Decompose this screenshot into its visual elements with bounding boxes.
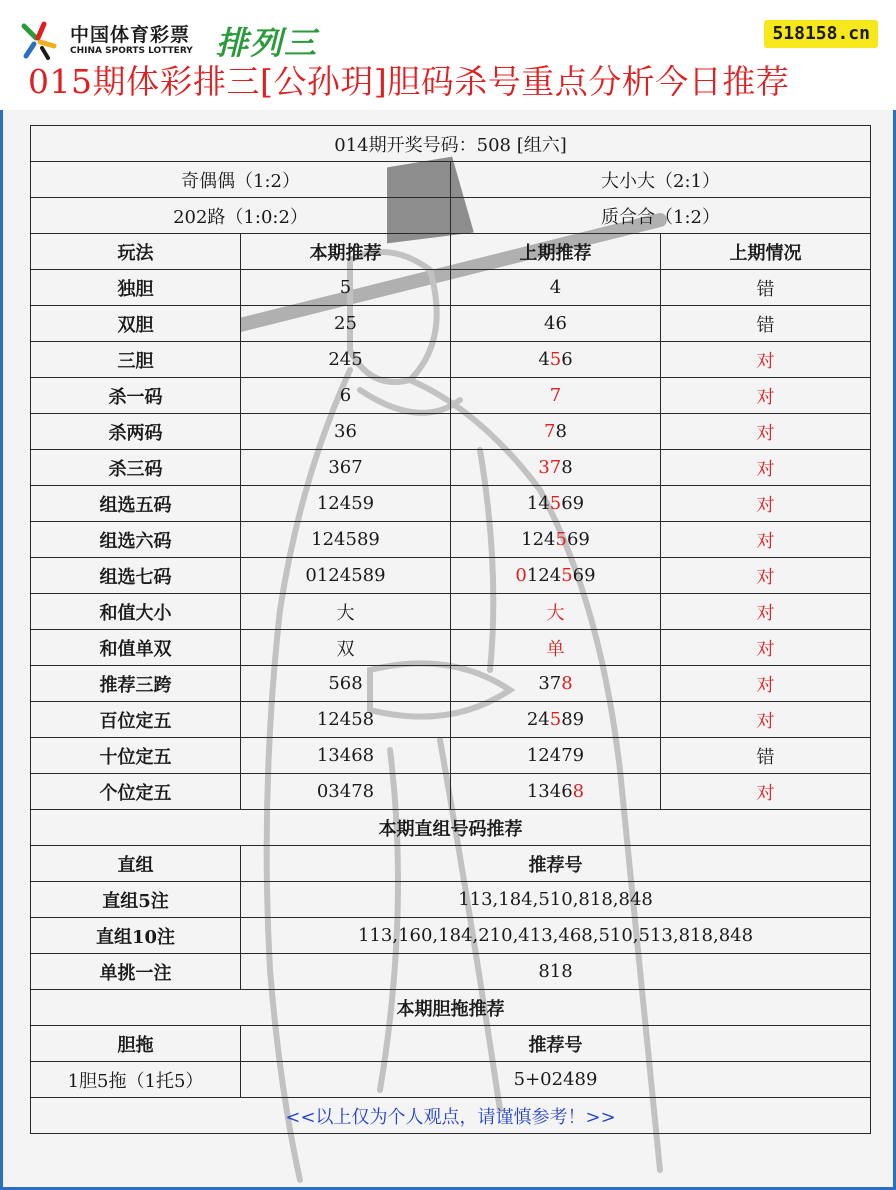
previous-recommendation: [451, 666, 661, 702]
previous-result: 对: [661, 450, 871, 486]
drag-section-row: [31, 990, 871, 1026]
previous-result: 对: [661, 666, 871, 702]
previous-recommendation: [451, 630, 661, 666]
current-recommendation: 12459: [241, 486, 451, 522]
table-row: [31, 666, 871, 702]
lottery-logo-icon: [18, 20, 62, 60]
digits: 8: [561, 457, 573, 478]
road-pattern: 202路（1:0:2）: [31, 198, 451, 234]
straight-header-row: [31, 846, 871, 882]
play-name: 和值单双: [31, 630, 241, 666]
play-name: 十位定五: [31, 738, 241, 774]
play-name: 组选五码: [31, 486, 241, 522]
current-recommendation: 5: [241, 270, 451, 306]
current-recommendation: 大: [241, 594, 451, 630]
hit-digits: 5: [561, 565, 573, 586]
hit-digits: 大: [546, 602, 565, 624]
table-row: [31, 702, 871, 738]
previous-recommendation: [451, 558, 661, 594]
previous-result: 错: [661, 738, 871, 774]
previous-recommendation: [451, 306, 661, 342]
footer-note: <<以上仅为个人观点，请谨慎参考！>>: [31, 1098, 871, 1134]
previous-result: 对: [661, 522, 871, 558]
digits: 4: [538, 349, 550, 370]
table-row: [31, 486, 871, 522]
current-recommendation: 双: [241, 630, 451, 666]
previous-result: 对: [661, 414, 871, 450]
hit-digits: 7: [544, 421, 556, 442]
digits: 46: [544, 313, 567, 334]
recommendation-table: [30, 125, 871, 1134]
straight-value: 113,184,510,818,848: [241, 882, 871, 918]
previous-recommendation: [451, 738, 661, 774]
straight-row: [31, 918, 871, 954]
previous-result: 对: [661, 486, 871, 522]
digits: 69: [572, 565, 596, 586]
previous-recommendation: [451, 702, 661, 738]
straight-section-title: 本期直组号码推荐: [31, 810, 871, 846]
previous-result: 错: [661, 270, 871, 306]
table-row: [31, 558, 871, 594]
previous-result: 对: [661, 774, 871, 810]
straight-row: [31, 882, 871, 918]
footer-row: [31, 1098, 871, 1134]
previous-recommendation: [451, 270, 661, 306]
header-result: 上期情况: [661, 234, 871, 270]
header-previous: 上期推荐: [451, 234, 661, 270]
previous-recommendation: [451, 414, 661, 450]
play-name: 杀三码: [31, 450, 241, 486]
digits: 89: [561, 709, 585, 730]
table-row: [31, 414, 871, 450]
play-name: 个位定五: [31, 774, 241, 810]
previous-recommendation: [451, 450, 661, 486]
previous-result: 对: [661, 630, 871, 666]
draw-row: [31, 126, 871, 162]
site-badge[interactable]: 518158.cn: [764, 20, 878, 48]
table-row: [31, 522, 871, 558]
previous-recommendation: [451, 486, 661, 522]
logo-english-text: CHINA SPORTS LOTTERY: [70, 46, 193, 56]
digits: 4: [549, 277, 562, 298]
previous-result: 对: [661, 702, 871, 738]
digits: 14: [526, 493, 550, 514]
straight-row: [31, 954, 871, 990]
odd-even-pattern: 奇偶偶（1:2）: [31, 162, 451, 198]
straight-value: 113,160,184,210,413,468,510,513,818,848: [241, 918, 871, 954]
hit-digits: 8: [561, 673, 573, 694]
current-recommendation: 6: [241, 378, 451, 414]
table-row: [31, 378, 871, 414]
straight-col-label: 直组: [31, 846, 241, 882]
digits: 124: [526, 565, 562, 586]
straight-label: 直组5注: [31, 882, 241, 918]
digits: 24: [526, 709, 550, 730]
hit-digits: 8: [572, 781, 585, 802]
header: [0, 0, 896, 110]
play-name: 组选六码: [31, 522, 241, 558]
hit-digits: 单: [546, 638, 565, 660]
previous-result: 对: [661, 594, 871, 630]
drag-col-value: 推荐号: [241, 1026, 871, 1062]
current-recommendation: 0124589: [241, 558, 451, 594]
current-recommendation: 25: [241, 306, 451, 342]
current-recommendation: 36: [241, 414, 451, 450]
hit-digits: 5: [549, 493, 562, 514]
previous-recommendation: [451, 378, 661, 414]
summary-row-2: [31, 198, 871, 234]
drag-value: 5+02489: [241, 1062, 871, 1098]
digits: 6: [561, 349, 573, 370]
play-rows: [31, 270, 871, 810]
hit-digits: 5: [555, 529, 567, 550]
drag-label: 1胆5拖（1托5）: [31, 1062, 241, 1098]
draw-result: 014期开奖号码：508 [组六]: [31, 126, 871, 162]
table-row: [31, 306, 871, 342]
straight-section-row: [31, 810, 871, 846]
hit-digits: 7: [549, 385, 562, 406]
summary-row-1: [31, 162, 871, 198]
current-recommendation: 13468: [241, 738, 451, 774]
current-recommendation: 12458: [241, 702, 451, 738]
previous-recommendation: [451, 342, 661, 378]
table-row: [31, 450, 871, 486]
drag-row: [31, 1062, 871, 1098]
digits: 69: [561, 493, 585, 514]
straight-label: 单挑一注: [31, 954, 241, 990]
current-recommendation: 03478: [241, 774, 451, 810]
table-row: [31, 774, 871, 810]
table-header-row: [31, 234, 871, 270]
play-name: 组选七码: [31, 558, 241, 594]
play-name: 双胆: [31, 306, 241, 342]
table-row: [31, 342, 871, 378]
previous-recommendation: [451, 774, 661, 810]
previous-result: 对: [661, 378, 871, 414]
hit-digits: 0: [515, 565, 527, 586]
play-name: 杀一码: [31, 378, 241, 414]
play-name: 杀两码: [31, 414, 241, 450]
previous-result: 错: [661, 306, 871, 342]
hit-digits: 37: [538, 457, 562, 478]
header-current: 本期推荐: [241, 234, 451, 270]
hit-digits: 5: [549, 709, 562, 730]
digits: 124: [521, 529, 556, 550]
previous-result: 对: [661, 558, 871, 594]
play-name: 独胆: [31, 270, 241, 306]
digits: 37: [538, 673, 562, 694]
table-row: [31, 738, 871, 774]
page-title: 015期体彩排三[公孙玥]胆码杀号重点分析今日推荐: [28, 62, 790, 101]
digits: 8: [555, 421, 567, 442]
current-recommendation: 568: [241, 666, 451, 702]
header-play: 玩法: [31, 234, 241, 270]
drag-header-row: [31, 1026, 871, 1062]
drag-col-label: 胆拖: [31, 1026, 241, 1062]
previous-recommendation: [451, 594, 661, 630]
current-recommendation: 245: [241, 342, 451, 378]
table-row: [31, 630, 871, 666]
play-name: 和值大小: [31, 594, 241, 630]
logo-chinese-text: 中国体育彩票: [70, 24, 191, 46]
current-recommendation: 367: [241, 450, 451, 486]
straight-value: 818: [241, 954, 871, 990]
digits: 69: [566, 529, 590, 550]
current-recommendation: 124589: [241, 522, 451, 558]
digits: 12479: [526, 745, 585, 766]
hit-digits: 5: [549, 349, 562, 370]
play-name: 三胆: [31, 342, 241, 378]
table-row: [31, 270, 871, 306]
play-name: 百位定五: [31, 702, 241, 738]
drag-section-title: 本期胆拖推荐: [31, 990, 871, 1026]
previous-recommendation: [451, 522, 661, 558]
table-row: [31, 594, 871, 630]
prime-composite-pattern: 质合合（1:2）: [451, 198, 871, 234]
straight-label: 直组10注: [31, 918, 241, 954]
digits: 1346: [526, 781, 573, 802]
big-small-pattern: 大小大（2:1）: [451, 162, 871, 198]
straight-col-value: 推荐号: [241, 846, 871, 882]
logo-game-name: 排列三: [216, 24, 319, 62]
play-name: 推荐三跨: [31, 666, 241, 702]
previous-result: 对: [661, 342, 871, 378]
